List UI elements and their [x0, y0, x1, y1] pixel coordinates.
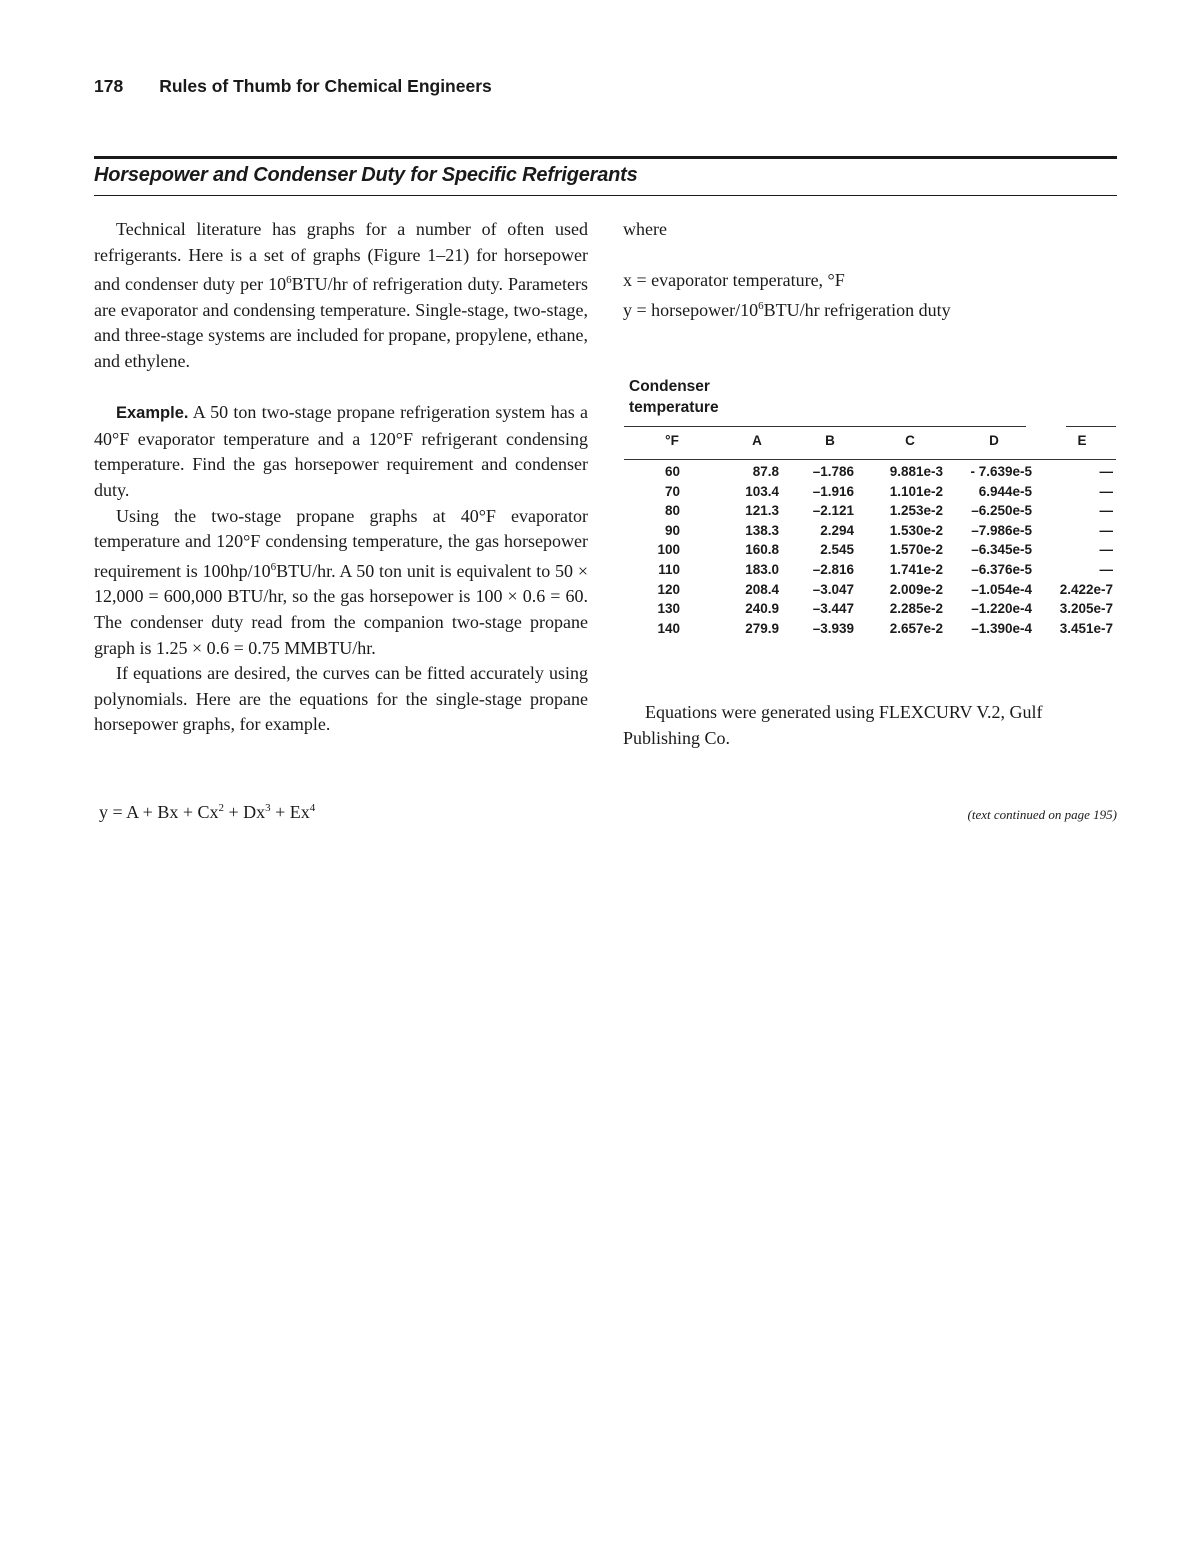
table-row — [624, 621, 1118, 641]
table-cell: 80 — [664, 503, 680, 519]
table-cell: 1.570e-2 — [889, 542, 943, 558]
table-cell: 140 — [657, 620, 680, 636]
coefficient-table — [624, 376, 1118, 636]
table-cell: 279.9 — [745, 620, 779, 636]
table-cell: 70 — [664, 483, 680, 499]
table-cell: 87.8 — [752, 464, 779, 479]
table-cell: 103.4 — [745, 483, 779, 499]
source-note: Equations were generated using FLEXCURV V.2, Gulf Publishing Co. — [623, 702, 1043, 748]
table-row — [624, 484, 1118, 504]
table-cell: 1.253e-2 — [889, 503, 943, 519]
table-cell: — — [1099, 542, 1113, 558]
table-cell: — — [1099, 503, 1113, 519]
table-cell: 9.881e-3 — [889, 464, 943, 479]
column-e-rule — [1066, 426, 1116, 427]
right-column — [623, 217, 1117, 323]
column-header: °F — [665, 433, 679, 448]
table-cell: –7.986e-5 — [971, 522, 1032, 538]
table-cell: 2.545 — [820, 542, 854, 558]
table-cell: –6.376e-5 — [971, 561, 1032, 577]
table-cell: –2.816 — [812, 561, 854, 577]
table-cell: - 7.639e-5 — [970, 464, 1032, 479]
column-group-rule — [624, 426, 1026, 427]
table-cell: –6.250e-5 — [971, 503, 1032, 519]
table-cell: –3.447 — [812, 601, 854, 617]
table-row — [624, 503, 1118, 523]
running-header — [94, 76, 492, 97]
column-header: D — [989, 433, 999, 448]
table-cell: 160.8 — [745, 542, 779, 558]
table-header-row — [624, 433, 1118, 453]
table-cell: 1.741e-2 — [889, 561, 943, 577]
table-cell: 1.101e-2 — [889, 483, 943, 499]
table-cell: –1.390e-4 — [971, 620, 1032, 636]
table-cell: –3.047 — [812, 581, 854, 597]
table-cell: 121.3 — [745, 503, 779, 519]
title-underline — [94, 195, 1117, 196]
table-cell: 2.285e-2 — [889, 601, 943, 617]
table-cell: 138.3 — [745, 522, 779, 538]
table-cell: –1.220e-4 — [971, 601, 1032, 617]
table-cell: –2.121 — [812, 503, 854, 519]
table-cell: –1.786 — [812, 464, 854, 479]
table-cell: 6.944e-5 — [978, 483, 1032, 499]
table-row — [624, 582, 1118, 602]
table-cell: — — [1099, 522, 1113, 538]
top-rule — [94, 156, 1117, 159]
table-cell: 2.657e-2 — [889, 620, 943, 636]
table-cell: — — [1099, 483, 1113, 499]
book-title: Rules of Thumb for Chemical Engineers — [159, 76, 492, 96]
example-paragraph: Example. A 50 ton two-stage propane refrigeration system has a 40°F evaporator temperature and a 120°F refrigerant condensing temperature. Find the gas horsepower requirement and condenser duty. — [94, 402, 588, 500]
table-cell: –1.054e-4 — [971, 581, 1032, 597]
column-header: E — [1077, 433, 1087, 448]
table-cell: 2.422e-7 — [1059, 581, 1113, 597]
intro-paragraph: Technical literature has graphs for a number of often used refrigerants. Here is a set of graphs (Figure 1–21) for horsepower and condenser duty per $10^6BTU/hr$ of refrigeration duty. Parameters are evaporator and condensing temperature. Single-stage, two-stage, and three-stage systems are included for propane, propylene, ethane, and ethylene. — [94, 219, 588, 371]
table-cell: 1.530e-2 — [889, 522, 943, 538]
section-title: Horsepower and Condenser Duty for Specific Refrigerants — [94, 164, 638, 186]
table-cell: — — [1099, 561, 1113, 577]
table-cell: 3.205e-7 — [1059, 601, 1113, 617]
table-cell: 2.009e-2 — [889, 581, 943, 597]
page-number: 178 — [94, 76, 124, 96]
table-cell: 2.294 — [820, 522, 854, 538]
table-row — [624, 542, 1118, 562]
table-cell: 120 — [657, 581, 680, 597]
table-cell: 90 — [664, 522, 680, 538]
table-cell: 183.0 — [745, 561, 779, 577]
example-label: Example. — [116, 404, 189, 423]
table-cell: 130 — [657, 601, 680, 617]
left-column — [94, 217, 588, 738]
column-header: C — [905, 433, 915, 448]
table-cell: –3.939 — [812, 620, 854, 636]
where-label: where — [623, 219, 667, 239]
table-row — [624, 523, 1118, 543]
table-cell: 60 — [664, 464, 680, 479]
header-rule — [624, 459, 1116, 460]
solution-paragraph: Using the two-stage propane graphs at 40°F evaporator temperature and 120°F condensing temperature, the gas horsepower requirement is $100hp/10^6BTU/hr$. A 50 ton unit is equivalent to 50 × 12,000 = 600,000 BTU/hr, so the gas horsepower is 100 × 0.6 = 60. The condenser duty read from the companion two-stage propane graph is 1.25 × 0.6 = 0.75 MMBTU/hr. — [94, 505, 589, 658]
polynomial-equation: $y = A + Bx + Cx^2 + Dx^3 + Ex^4$ — [99, 802, 316, 822]
y-definition: y = horsepower/$10^6BTU/hr$ refrigeration duty — [623, 299, 951, 320]
table-row — [624, 601, 1118, 621]
table-cell: –1.916 — [812, 483, 854, 499]
table-cell: 100 — [657, 542, 680, 558]
column-header: B — [825, 433, 835, 448]
continued-note: (text continued on page 195) — [967, 807, 1117, 822]
table-cell: 110 — [658, 561, 680, 577]
table-cell: 240.9 — [745, 601, 779, 617]
table-row — [624, 464, 1118, 484]
equations-intro-paragraph: If equations are desired, the curves can be fitted accurately using polynomials. Here are the equations for the single-stage propane horsepower graphs, for example. — [94, 663, 588, 735]
table-row — [624, 562, 1118, 582]
table-cell: –6.345e-5 — [971, 542, 1032, 558]
table-cell: 208.4 — [745, 581, 779, 597]
table-body — [624, 464, 1118, 640]
table-heading: Condenser temperature — [629, 378, 719, 416]
table-cell: 3.451e-7 — [1059, 620, 1113, 636]
column-header: A — [752, 433, 762, 448]
table-cell: — — [1099, 464, 1113, 479]
x-definition: x = evaporator temperature, °F — [623, 270, 845, 291]
